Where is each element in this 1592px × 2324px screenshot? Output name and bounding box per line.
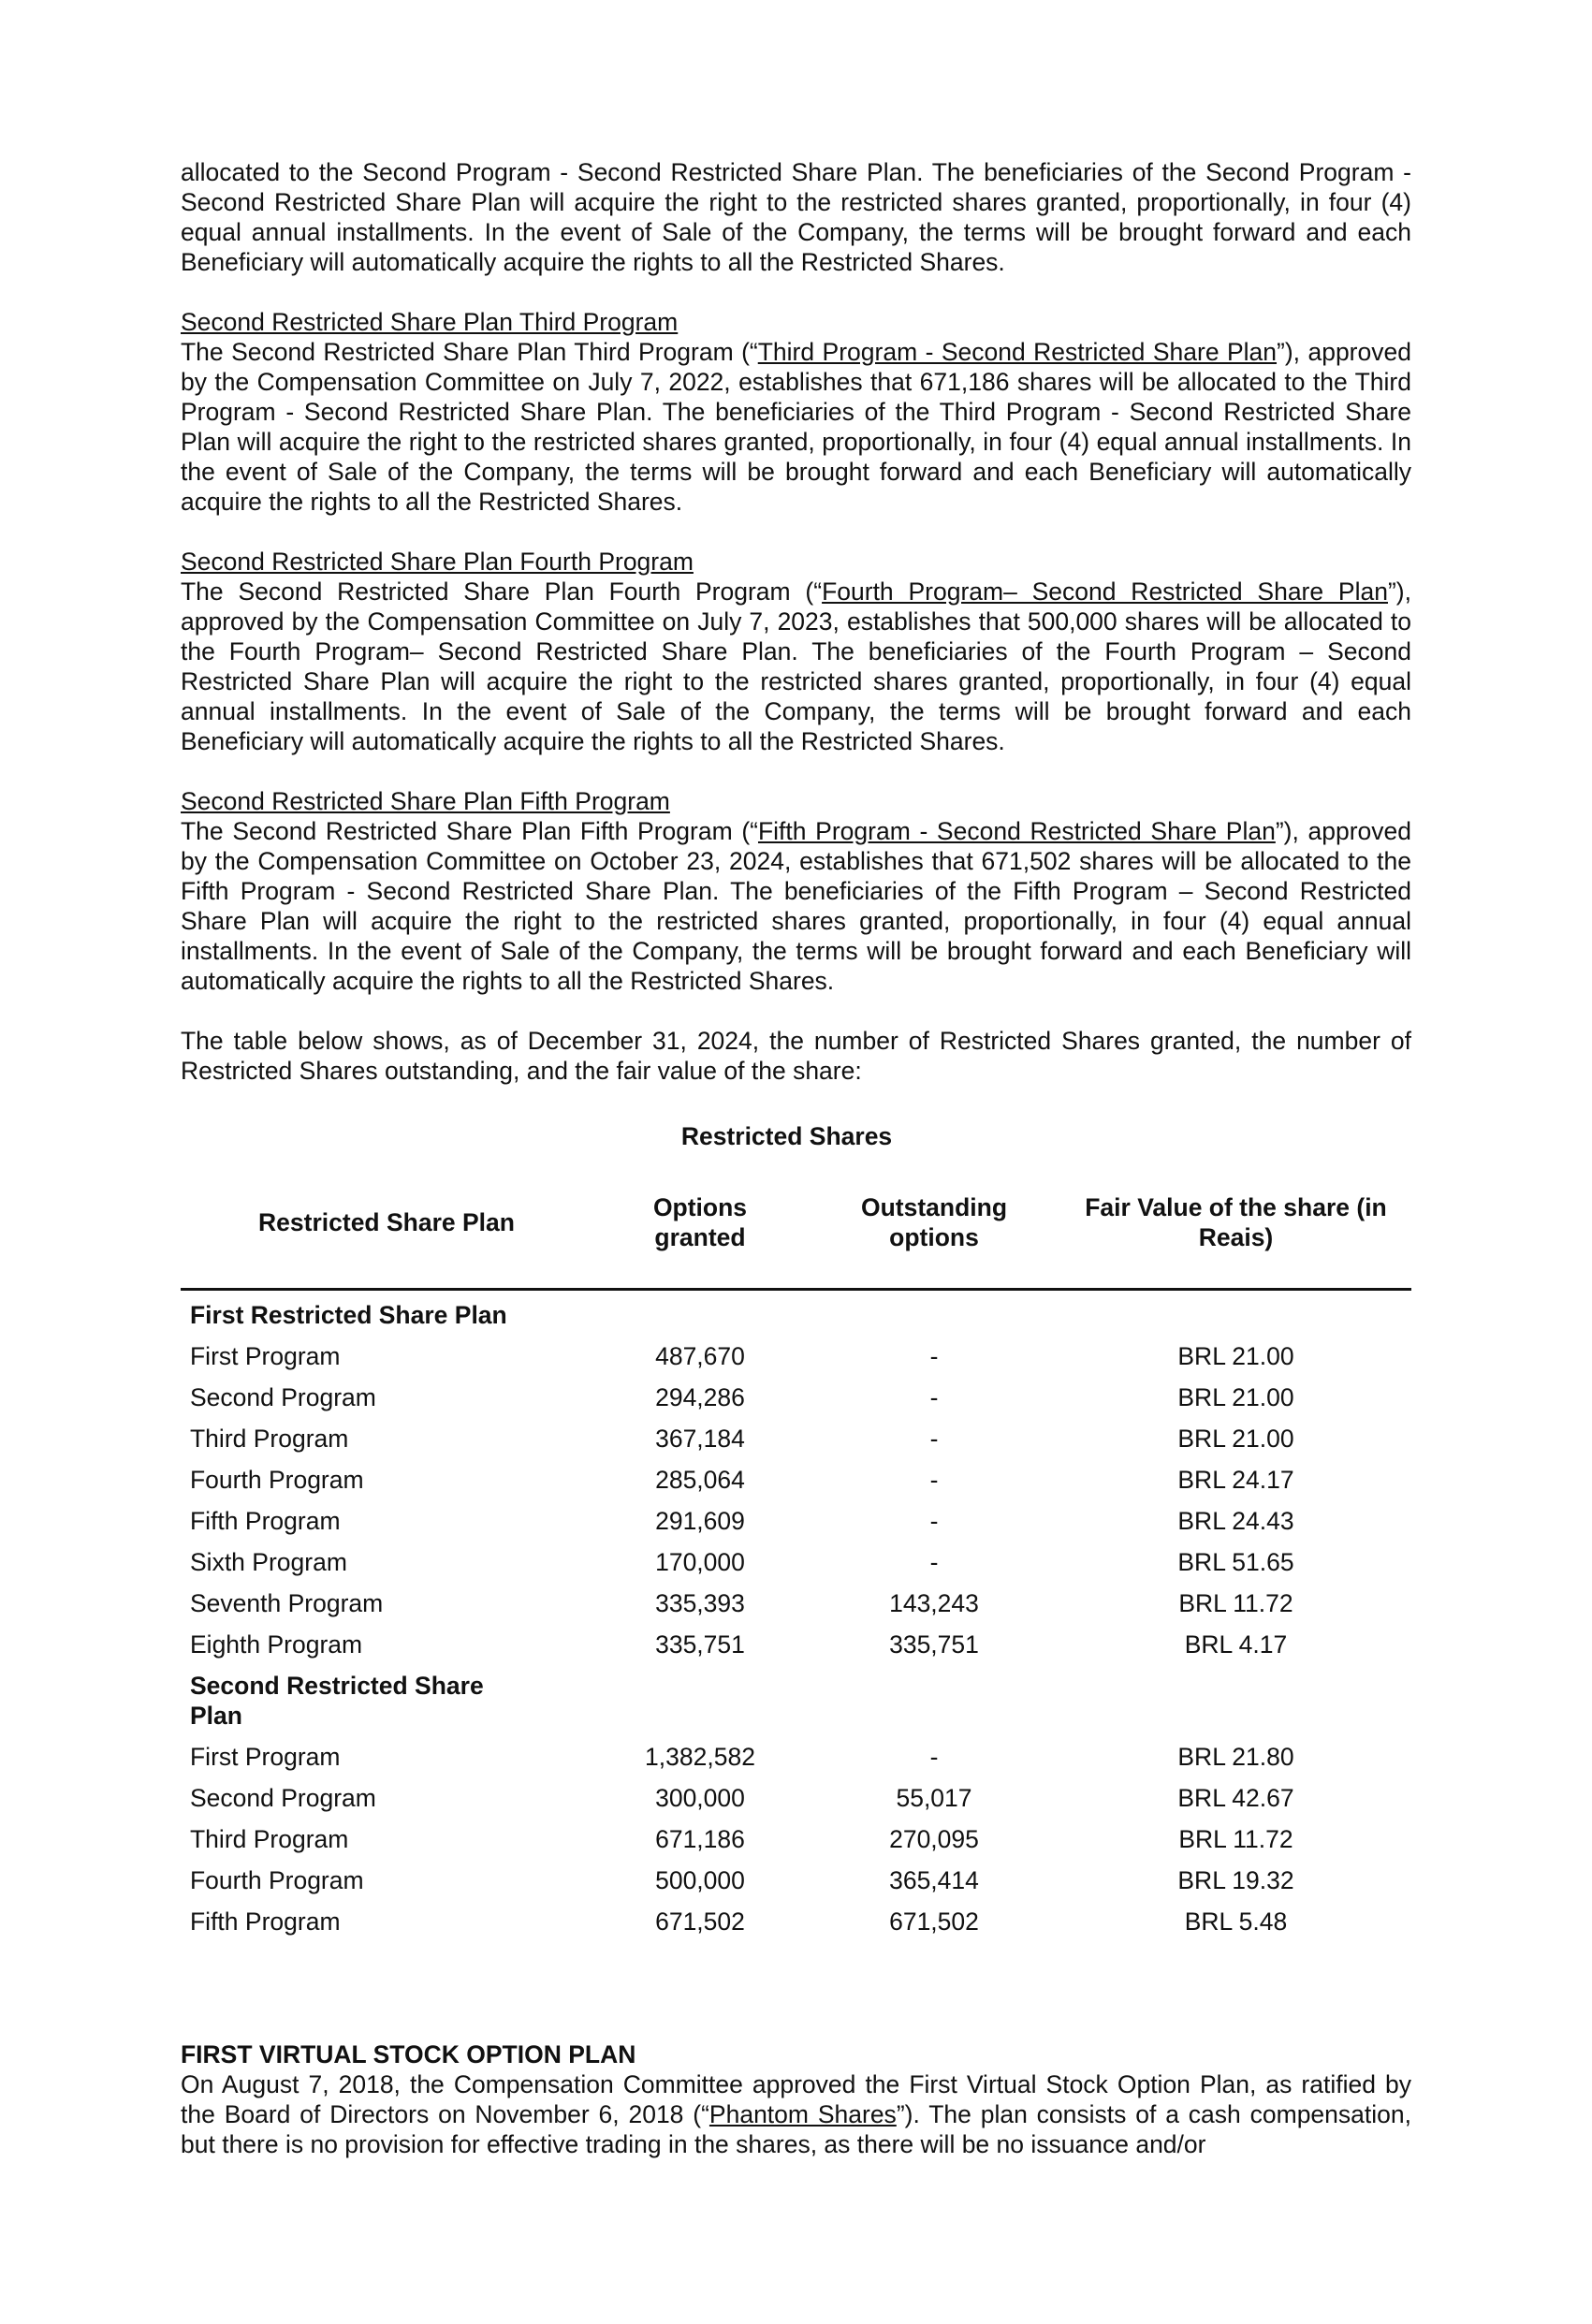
table-cell: 500,000 bbox=[655, 1866, 745, 1894]
table-cell: BRL 11.72 bbox=[1178, 1825, 1293, 1853]
fourth-program-paragraph bbox=[181, 577, 1411, 756]
table-cell: 270,095 bbox=[889, 1825, 979, 1853]
table-cell: 55,017 bbox=[896, 1784, 972, 1812]
table-cell: 1,382,582 bbox=[645, 1743, 755, 1771]
table-row bbox=[181, 1459, 1411, 1500]
virtual-plan-paragraph bbox=[181, 2069, 1411, 2159]
table-cell: BRL 24.17 bbox=[1177, 1466, 1294, 1494]
fifth-program-section bbox=[181, 786, 1411, 996]
table-cell: - bbox=[929, 1466, 939, 1494]
table-cell: BRL 21.00 bbox=[1177, 1383, 1294, 1411]
table-cell: 300,000 bbox=[655, 1784, 745, 1812]
table-cell: 671,186 bbox=[655, 1825, 745, 1853]
table-cell: 367,184 bbox=[655, 1425, 745, 1453]
table-cell: BRL 24.43 bbox=[1177, 1507, 1294, 1535]
table-row bbox=[181, 1901, 1411, 1942]
table-cell: BRL 11.72 bbox=[1178, 1589, 1293, 1617]
paragraph-text: ”), approved by the Compensation Committee on October 23, 2024, establishes that 671,502 shares will be allocated to the Fifth Program - Second Restricted Share Plan. The beneficiaries of the Fifth Program – Second Restricted Share Plan will acquire the right to the restricted shares granted, proportionally, in four (4) equal annual installments. In the event of Sale of the Company, the terms will be brought forward and each Beneficiary will automatically acquire the rights to all the Restricted Shares. bbox=[181, 817, 1411, 995]
table-cell: First Program bbox=[190, 1743, 341, 1771]
column-header: Fair Value of the share (in Reais) bbox=[1060, 1192, 1411, 1290]
table-cell: 143,243 bbox=[889, 1589, 979, 1617]
table-cell: - bbox=[929, 1425, 939, 1453]
table-cell: 335,751 bbox=[655, 1630, 745, 1659]
third-program-section bbox=[181, 307, 1411, 517]
group-label: First Restricted Share Plan bbox=[190, 1301, 507, 1329]
table-row bbox=[181, 1736, 1411, 1777]
table-cell: Sixth Program bbox=[190, 1548, 347, 1576]
table-row bbox=[181, 1500, 1411, 1542]
table-cell: 671,502 bbox=[655, 1907, 745, 1936]
table-cell: 285,064 bbox=[655, 1466, 745, 1494]
table-group-row bbox=[181, 1290, 1411, 1337]
defined-term: Third Program - Second Restricted Share Plan bbox=[757, 338, 1278, 366]
table-cell: BRL 42.67 bbox=[1177, 1784, 1294, 1812]
table-row bbox=[181, 1819, 1411, 1860]
paragraph-text: The Second Restricted Share Plan Fifth Program (“ bbox=[181, 817, 758, 845]
table-row bbox=[181, 1336, 1411, 1377]
table-cell: 671,502 bbox=[889, 1907, 979, 1936]
table-cell: Fourth Program bbox=[190, 1866, 364, 1894]
table-cell: 487,670 bbox=[655, 1342, 745, 1370]
table-cell: - bbox=[929, 1342, 939, 1370]
fourth-program-heading: Second Restricted Share Plan Fourth Program bbox=[181, 548, 694, 576]
table-header-row bbox=[181, 1192, 1411, 1290]
table-row bbox=[181, 1418, 1411, 1459]
table-cell: 365,414 bbox=[889, 1866, 979, 1894]
column-header: Restricted Share Plan bbox=[181, 1192, 592, 1290]
table-cell: BRL 21.00 bbox=[1177, 1342, 1294, 1370]
paragraph-text: The Second Restricted Share Plan Fourth Program (“ bbox=[181, 577, 823, 606]
table-cell: BRL 51.65 bbox=[1177, 1548, 1294, 1576]
group-label: Second Restricted Share Plan bbox=[190, 1672, 484, 1730]
document-page bbox=[181, 157, 1411, 2159]
paragraph-text: The Second Restricted Share Plan Third Program (“ bbox=[181, 338, 758, 366]
fifth-program-heading: Second Restricted Share Plan Fifth Program bbox=[181, 787, 670, 815]
table-row bbox=[181, 1624, 1411, 1665]
table-cell: Third Program bbox=[190, 1825, 349, 1853]
fourth-program-section bbox=[181, 547, 1411, 756]
table-cell: BRL 4.17 bbox=[1184, 1630, 1288, 1659]
table-cell: BRL 21.80 bbox=[1177, 1743, 1294, 1771]
table-cell: Eighth Program bbox=[190, 1630, 363, 1659]
virtual-plan-title: FIRST VIRTUAL STOCK OPTION PLAN bbox=[181, 2040, 636, 2068]
table-cell: Fifth Program bbox=[190, 1907, 341, 1936]
table-cell: BRL 19.32 bbox=[1177, 1866, 1294, 1894]
table-row bbox=[181, 1583, 1411, 1624]
defined-term: Phantom Shares bbox=[708, 2100, 897, 2128]
paragraph-text: ”), approved by the Compensation Committee on July 7, 2023, establishes that 500,000 shares will be allocated to the Fourth Program– Second Restricted Share Plan. The beneficiaries of the Fourth Program – Second Restricted Share Plan will acquire the right to the restricted shares granted, proportionally, in four (4) equal annual installments. In the event of Sale of the Company, the terms will be brought forward and each Beneficiary will automatically acquire the rights to all the Restricted Shares. bbox=[181, 577, 1411, 755]
table-cell: BRL 21.00 bbox=[1177, 1425, 1294, 1453]
table-row bbox=[181, 1377, 1411, 1418]
paragraph-text: ”). The plan consists of a cash compensation, but there is no provision for effective trading in the shares, as there will be no issuance and/or bbox=[181, 2100, 1411, 2158]
table-cell: 294,286 bbox=[655, 1383, 745, 1411]
table-cell: Second Program bbox=[190, 1383, 376, 1411]
table-cell: Fifth Program bbox=[190, 1507, 341, 1535]
third-program-heading: Second Restricted Share Plan Third Program bbox=[181, 308, 679, 336]
table-row bbox=[181, 1860, 1411, 1901]
table-intro: The table below shows, as of December 31, 2024, the number of Restricted Shares granted, the number of Restricted Shares outstanding, and the fair value of the share: bbox=[181, 1027, 1411, 1085]
third-program-paragraph bbox=[181, 337, 1411, 517]
table-row bbox=[181, 1542, 1411, 1583]
defined-term: Fifth Program - Second Restricted Share Plan bbox=[757, 817, 1276, 845]
table-row bbox=[181, 1777, 1411, 1819]
table-cell: - bbox=[929, 1743, 939, 1771]
table-group-row bbox=[181, 1665, 1411, 1736]
paragraph-text: ”), approved by the Compensation Committee on July 7, 2022, establishes that 671,186 shares will be allocated to the Third Program - Second Restricted Share Plan. The beneficiaries of the Third Program - Second Restricted Share Plan will acquire the right to the restricted shares granted, proportionally, in four (4) equal annual installments. In the event of Sale of the Company, the terms will be brought forward and each Beneficiary will automatically acquire the rights to all the Restricted Shares. bbox=[181, 338, 1411, 516]
table-cell: 170,000 bbox=[655, 1548, 745, 1576]
intro-paragraph: allocated to the Second Program - Second Restricted Share Plan. The beneficiaries of the Second Program - Second Restricted Share Plan will acquire the right to the restricted shares granted, proportionally, in four (4) equal annual installments. In the event of Sale of the Company, the terms will be brought forward and each Beneficiary will automatically acquire the rights to all the Restricted Shares. bbox=[181, 158, 1411, 276]
table-cell: BRL 5.48 bbox=[1184, 1907, 1288, 1936]
restricted-shares-table bbox=[181, 1192, 1411, 1942]
table-cell: Third Program bbox=[190, 1425, 349, 1453]
defined-term: Fourth Program– Second Restricted Share Plan bbox=[822, 577, 1388, 606]
table-cell: - bbox=[929, 1383, 939, 1411]
column-header: Options granted bbox=[592, 1192, 808, 1290]
table-cell: 291,609 bbox=[655, 1507, 745, 1535]
table-cell: Fourth Program bbox=[190, 1466, 364, 1494]
table-caption: Restricted Shares bbox=[680, 1122, 893, 1150]
table-cell: - bbox=[929, 1507, 939, 1535]
column-header: Outstanding options bbox=[808, 1192, 1060, 1290]
fifth-program-paragraph bbox=[181, 816, 1411, 996]
table-cell: - bbox=[929, 1548, 939, 1576]
paragraph-text: On August 7, 2018, the Compensation Committee approved the First Virtual Stock Option Plan, as ratified by the Board of Directors on November 6, 2018 (“ bbox=[181, 2070, 1411, 2128]
table-cell: Seventh Program bbox=[190, 1589, 384, 1617]
table-cell: 335,393 bbox=[655, 1589, 745, 1617]
table-cell: First Program bbox=[190, 1342, 341, 1370]
table-cell: 335,751 bbox=[889, 1630, 979, 1659]
table-cell: Second Program bbox=[190, 1784, 376, 1812]
